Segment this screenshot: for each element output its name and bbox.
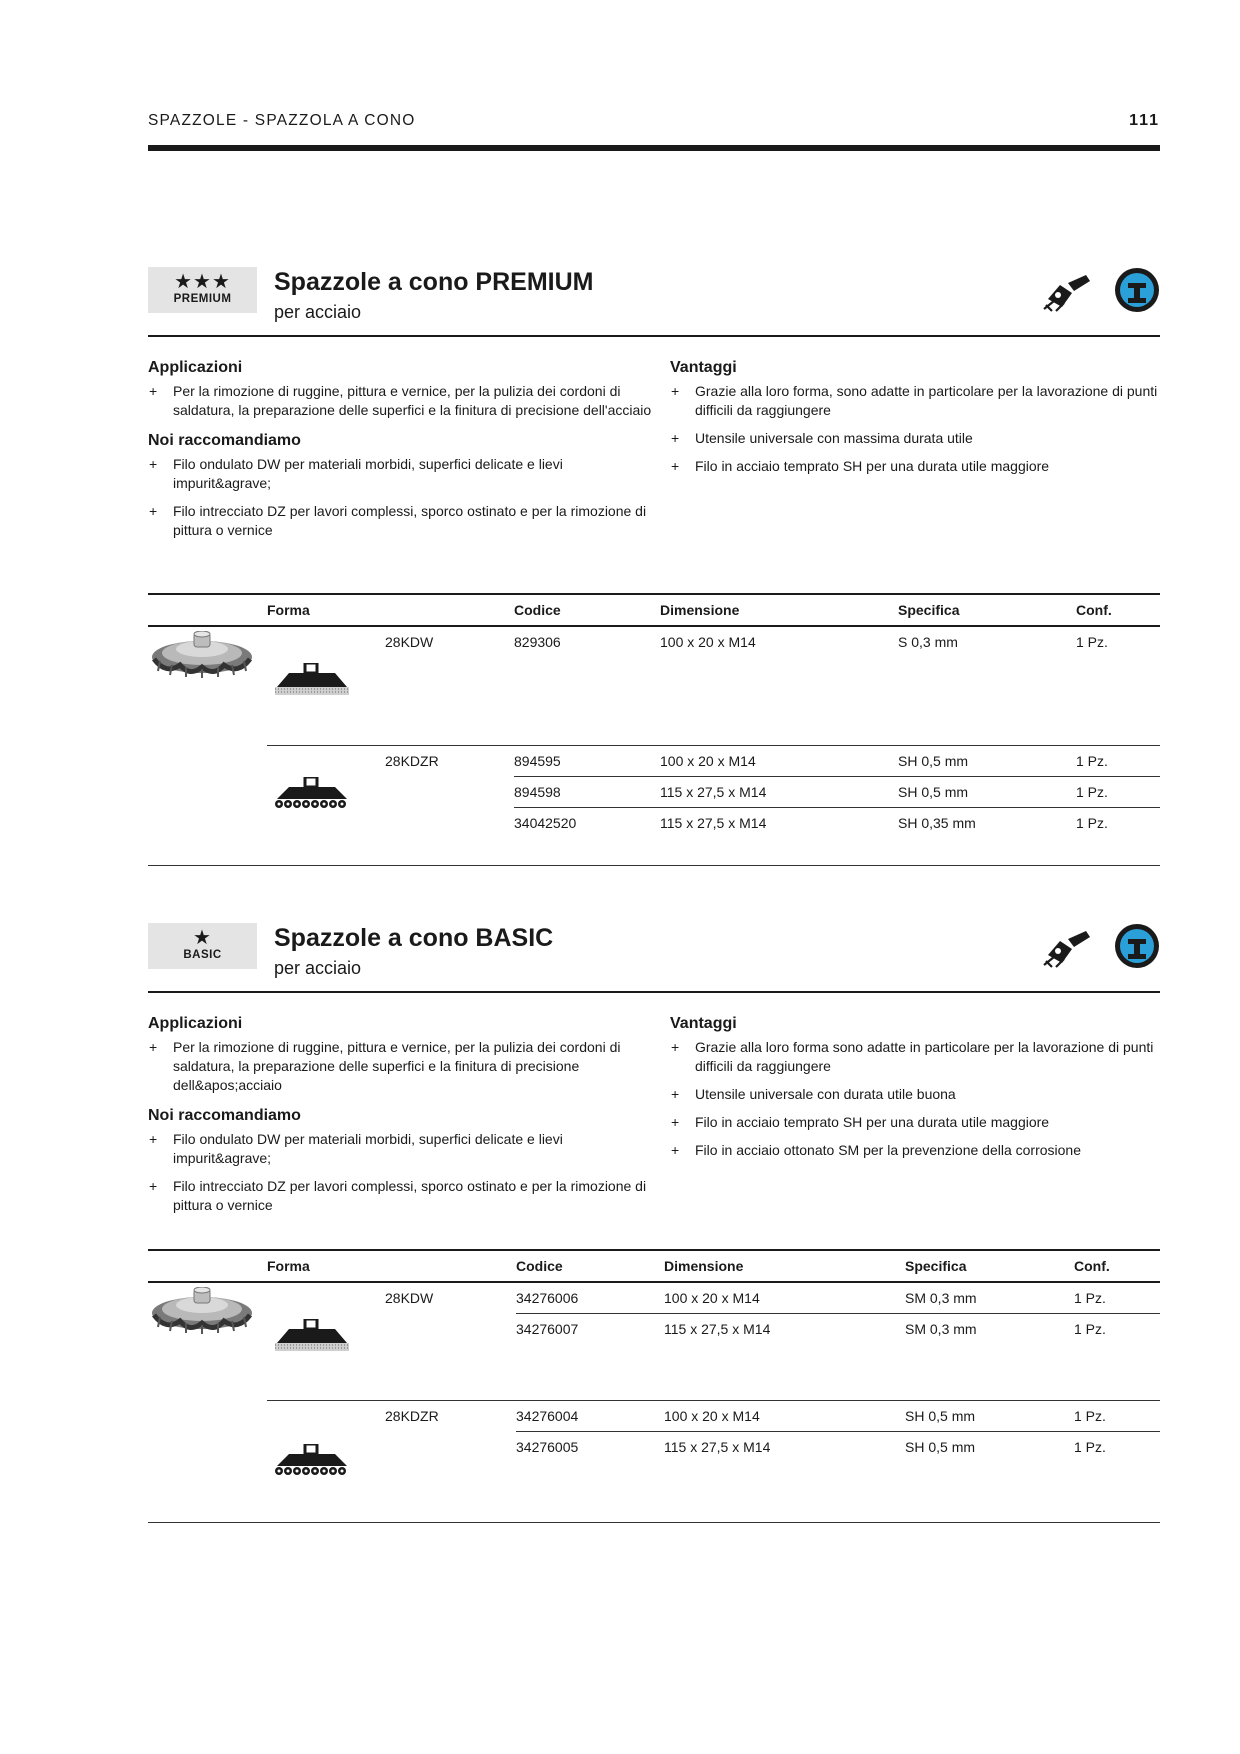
conf-cell: 1 Pz. <box>1074 1290 1106 1306</box>
vantaggi-heading: Vantaggi <box>670 359 737 376</box>
shape-28kdzr-icon <box>273 777 351 811</box>
conf-cell: 1 Pz. <box>1076 807 1160 838</box>
dimensione-cell: 100 x 20 x M14 <box>664 1290 760 1306</box>
table-row <box>148 1400 1160 1431</box>
list-item: + Per la rimozione di ruggine, pittura e vernice, per la pulizia dei cordoni di saldatura, la preparazione delle superfici e la finitura di precisione dell'acciaio <box>148 382 653 420</box>
codice-cell: 34276005 <box>516 1431 664 1462</box>
section-subtitle: per acciaio <box>274 958 362 978</box>
conf-cell: 1 Pz. <box>1076 776 1160 807</box>
table-row <box>148 745 1160 776</box>
forma-label: 28KDZR <box>385 1400 516 1431</box>
left-column <box>148 359 653 552</box>
col-forma: Forma <box>267 1250 385 1282</box>
col-codice: Codice <box>514 594 660 626</box>
section-header <box>148 923 1160 997</box>
dimensione-cell: 100 x 20 x M14 <box>660 745 898 776</box>
vantaggi-list <box>670 382 1160 476</box>
brush-photo <box>150 1287 254 1337</box>
conf-cell: 1 Pz. <box>1074 1400 1160 1431</box>
section-basic <box>148 923 1160 1455</box>
specifica-cell: SH 0,5 mm <box>905 1431 1074 1462</box>
table-end-rule <box>148 1522 1160 1523</box>
conf-cell: 1 Pz. <box>1076 745 1160 776</box>
forma-label: 28KDW <box>385 634 434 650</box>
section-rule <box>148 335 1160 337</box>
list-item: + Utensile universale con durata utile buona <box>670 1085 1160 1104</box>
codice-cell: 894595 <box>514 745 660 776</box>
section-title: Spazzole a cono PREMIUM <box>274 268 594 296</box>
raccomandiamo-heading: Noi raccomandiamo <box>148 432 301 449</box>
applicazioni-list <box>148 1038 653 1095</box>
codice-cell: 34276007 <box>516 1314 664 1345</box>
table-row <box>148 1282 1160 1314</box>
list-item: + Grazie alla loro forma, sono adatte in particolare per la lavorazione di punti difficili da raggiungere <box>670 382 1160 420</box>
dimensione-cell: 100 x 20 x M14 <box>664 1400 905 1431</box>
forma-label: 28KDW <box>385 1290 434 1307</box>
premium-badge <box>148 267 257 313</box>
codice-cell: 34276004 <box>516 1400 664 1431</box>
col-dimensione: Dimensione <box>664 1250 905 1282</box>
dimensione-cell: 115 x 27,5 x M14 <box>664 1314 905 1345</box>
table-row <box>148 626 1160 657</box>
specifica-cell: S 0,3 mm <box>898 634 958 650</box>
col-specifica: Specifica <box>898 594 1076 626</box>
section-title: Spazzole a cono BASIC <box>274 924 554 952</box>
vantaggi-heading: Vantaggi <box>670 1015 737 1032</box>
table-row <box>148 807 1160 838</box>
raccomandiamo-heading: Noi raccomandiamo <box>148 1107 301 1124</box>
applicazioni-heading: Applicazioni <box>148 359 243 376</box>
col-conf: Conf. <box>1074 1250 1160 1282</box>
list-item: + Grazie alla loro forma sono adatte in particolare per la lavorazione di punti difficili da raggiungere <box>670 1038 1160 1076</box>
catalog-page <box>148 0 1160 1754</box>
header-title: SPAZZOLE - SPAZZOLA A CONO <box>148 112 416 129</box>
right-column <box>670 359 1160 488</box>
section-rule <box>148 991 1160 993</box>
dimensione-cell: 115 x 27,5 x M14 <box>660 776 898 807</box>
badge-label: PREMIUM <box>173 293 232 305</box>
vantaggi-list <box>670 1038 1160 1160</box>
table-header-row <box>148 594 1160 626</box>
section-subtitle: per acciaio <box>274 302 362 322</box>
info-icon[interactable] <box>1114 267 1160 313</box>
right-column <box>670 1015 1160 1172</box>
angle-grinder-icon <box>1042 271 1092 313</box>
badge-label: BASIC <box>183 949 222 961</box>
col-conf: Conf. <box>1076 594 1160 626</box>
specifica-cell: SM 0,3 mm <box>905 1290 977 1306</box>
dimensione-cell: 115 x 27,5 x M14 <box>664 1431 905 1462</box>
list-item: + Filo ondulato DW per materiali morbidi, superfici delicate e lievi impurit&agrave; <box>148 1130 653 1168</box>
col-specifica: Specifica <box>905 1250 1074 1282</box>
shape-28kdw-icon <box>273 663 351 699</box>
col-forma: Forma <box>267 594 385 626</box>
col-dimensione: Dimensione <box>660 594 898 626</box>
list-item: + Filo intrecciato DZ per lavori complessi, sporco ostinato e per la rimozione di pittura o vernice <box>148 1177 653 1215</box>
product-table <box>148 1249 1160 1462</box>
list-item: + Filo ondulato DW per materiali morbidi, superfici delicate e lievi impurit&agrave; <box>148 455 653 493</box>
shape-28kdw-icon <box>273 1319 351 1355</box>
list-item: + Utensile universale con massima durata utile <box>670 429 1160 448</box>
applicazioni-heading: Applicazioni <box>148 1015 243 1032</box>
list-item: + Per la rimozione di ruggine, pittura e vernice, per la pulizia dei cordoni di saldatura, la preparazione delle superfici e la finitura di precisione dell&apos;acciaio <box>148 1038 653 1095</box>
brush-photo <box>150 631 254 681</box>
list-item: + Filo in acciaio temprato SH per una durata utile maggiore <box>670 457 1160 476</box>
section-header <box>148 267 1160 341</box>
left-column <box>148 1015 653 1227</box>
basic-badge <box>148 923 257 969</box>
forma-label: 28KDZR <box>385 745 514 776</box>
dimensione-cell: 115 x 27,5 x M14 <box>660 807 898 838</box>
codice-cell: 894598 <box>514 776 660 807</box>
conf-cell: 1 Pz. <box>1076 634 1108 650</box>
list-item: + Filo in acciaio temprato SH per una durata utile maggiore <box>670 1113 1160 1132</box>
specifica-cell: SH 0,5 mm <box>905 1400 1074 1431</box>
specifica-cell: SH 0,5 mm <box>898 776 1076 807</box>
codice-cell: 34276006 <box>516 1290 579 1306</box>
codice-cell: 34042520 <box>514 807 660 838</box>
star-icons: ★★★ <box>174 271 231 293</box>
raccomandiamo-list <box>148 455 653 540</box>
section-premium <box>148 267 1160 831</box>
specifica-cell: SH 0,35 mm <box>898 807 1076 838</box>
running-header <box>148 112 1160 132</box>
conf-cell: 1 Pz. <box>1074 1314 1160 1345</box>
applicazioni-list <box>148 382 653 420</box>
col-codice: Codice <box>516 1250 664 1282</box>
page-number: 111 <box>1129 112 1160 129</box>
angle-grinder-icon <box>1042 927 1092 969</box>
raccomandiamo-list <box>148 1130 653 1215</box>
table-header-row <box>148 1250 1160 1282</box>
specifica-cell: SH 0,5 mm <box>898 745 1076 776</box>
list-item: + Filo in acciaio ottonato SM per la prevenzione della corrosione <box>670 1141 1160 1160</box>
header-rule <box>148 145 1160 151</box>
list-item: + Filo intrecciato DZ per lavori complessi, sporco ostinato e per la rimozione di pittura o vernice <box>148 502 653 540</box>
info-icon[interactable] <box>1114 923 1160 969</box>
table-end-rule <box>148 865 1160 866</box>
star-icon: ★ <box>193 927 212 949</box>
conf-cell: 1 Pz. <box>1074 1431 1160 1462</box>
dimensione-cell: 100 x 20 x M14 <box>660 634 756 650</box>
shape-28kdzr-icon <box>273 1444 351 1478</box>
codice-cell: 829306 <box>514 634 561 650</box>
specifica-cell: SM 0,3 mm <box>905 1314 1074 1345</box>
